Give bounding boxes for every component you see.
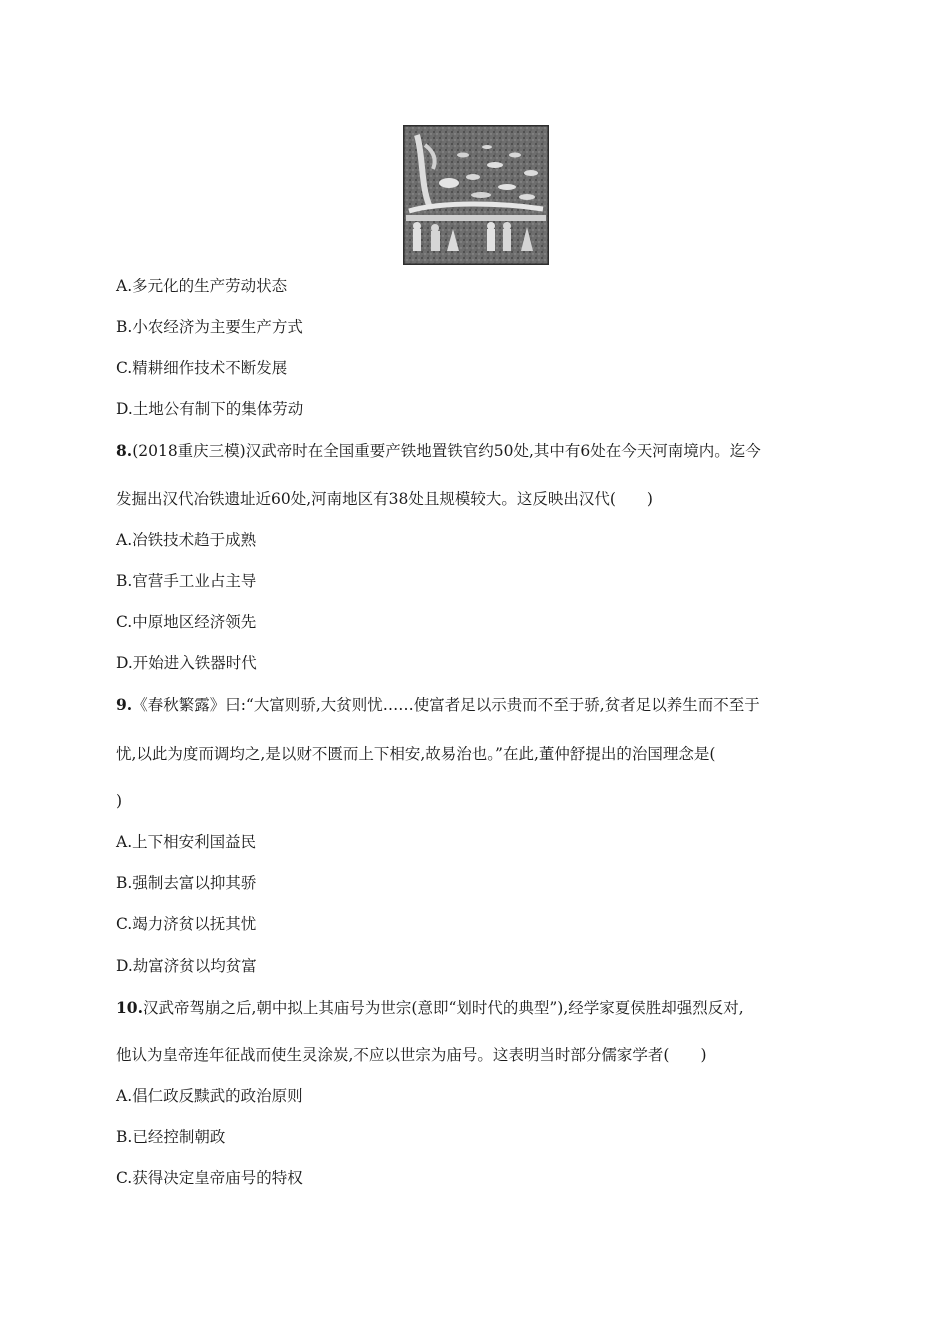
q9-option-a: A.上下相安利国益民 bbox=[116, 833, 257, 851]
q8-number: 8. bbox=[116, 441, 133, 460]
q9-stem-line3: ) bbox=[116, 792, 123, 810]
q9-stem-text1: 《春秋繁露》曰:“大富则骄,大贫则忧……使富者足以示贵而不至于骄,贫者足以养生而不至于 bbox=[132, 696, 760, 714]
q7-option-c: C.精耕细作技术不断发展 bbox=[116, 359, 288, 377]
q10-option-c: C.获得决定皇帝庙号的特权 bbox=[116, 1169, 303, 1187]
q10-stem-text1: 汉武帝驾崩之后,朝中拟上其庙号为世宗(意即“划时代的典型”),经学家夏侯胜却强烈反对, bbox=[142, 999, 744, 1017]
q10-stem-line2: 他认为皇帝连年征战而使生灵涂炭,不应以世宗为庙号。这表明当时部分儒家学者( ) bbox=[116, 1046, 707, 1064]
q9-stem-line2: 忧,以此为度而调均之,是以财不匮而上下相安,故易治也。”在此,董仲舒提出的治国理念是( bbox=[116, 745, 716, 763]
q8-option-a: A.冶铁技术趋于成熟 bbox=[116, 531, 257, 549]
han-stone-rubbing-image bbox=[403, 125, 549, 265]
q9-stem-line1 bbox=[116, 695, 760, 715]
q10-number: 10. bbox=[116, 998, 143, 1017]
q8-option-c: C.中原地区经济领先 bbox=[116, 613, 257, 631]
q10-option-a: A.倡仁政反黩武的政治原则 bbox=[116, 1087, 303, 1105]
q9-option-c: C.竭力济贫以抚其忧 bbox=[116, 915, 257, 933]
q7-option-d: D.土地公有制下的集体劳动 bbox=[116, 400, 304, 418]
q7-option-a: A.多元化的生产劳动状态 bbox=[116, 277, 288, 295]
q9-number: 9. bbox=[116, 695, 133, 714]
q8-option-b: B.官营手工业占主导 bbox=[116, 572, 257, 590]
q10-stem-line1 bbox=[116, 998, 744, 1018]
q8-stem-text1: (2018重庆三模)汉武帝时在全国重要产铁地置铁官约50处,其中有6处在今天河南境内。迄今 bbox=[132, 442, 761, 460]
q8-stem-line2: 发掘出汉代冶铁遗址近60处,河南地区有38处且规模较大。这反映出汉代( ) bbox=[116, 490, 653, 508]
q8-stem-line1 bbox=[116, 441, 761, 461]
q7-option-b: B.小农经济为主要生产方式 bbox=[116, 318, 303, 336]
q9-option-d: D.劫富济贫以均贫富 bbox=[116, 957, 257, 975]
q10-option-b: B.已经控制朝政 bbox=[116, 1128, 226, 1146]
q8-option-d: D.开始进入铁器时代 bbox=[116, 654, 257, 672]
q9-option-b: B.强制去富以抑其骄 bbox=[116, 874, 257, 892]
